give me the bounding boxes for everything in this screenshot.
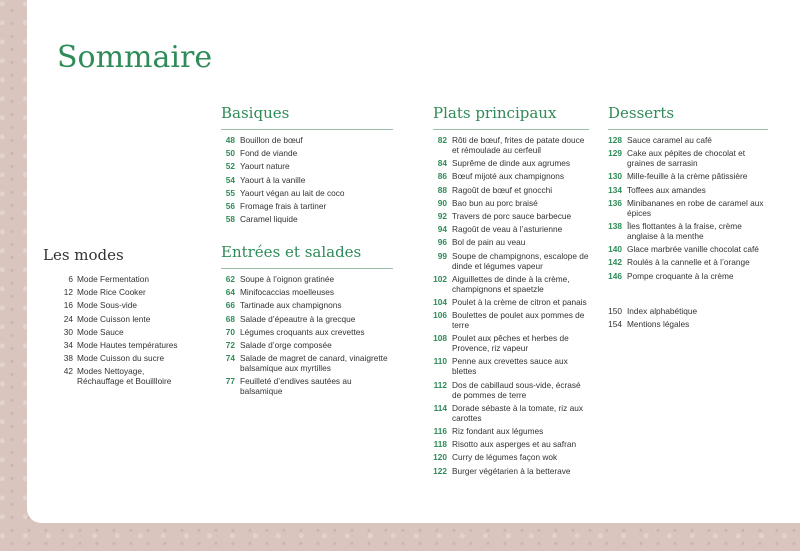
page-number: 68 bbox=[225, 313, 235, 324]
page-number: 50 bbox=[225, 148, 235, 159]
page-number: 38 bbox=[63, 353, 73, 364]
toc-entry bbox=[433, 224, 589, 234]
entry-title: Glace marbrée vanille chocolat café bbox=[627, 244, 759, 255]
entry-title: Index alphabétique bbox=[627, 306, 698, 316]
entry-title: Curry de légumes façon wok bbox=[452, 452, 558, 463]
section-modes bbox=[43, 246, 193, 390]
entry-title: Sauce caramel au café bbox=[627, 135, 712, 145]
entry-title: Salade de magret de canard, vinaigrette balsamique aux myrtilles bbox=[240, 353, 388, 374]
page-number: 94 bbox=[437, 224, 447, 235]
entry-title: Soupe de champignons, escalope de dinde et légumes vapeur bbox=[452, 250, 589, 271]
page-number: 48 bbox=[225, 135, 235, 145]
page-title: Sommaire bbox=[57, 40, 213, 75]
entry-title: Yaourt à la vanille bbox=[240, 174, 306, 185]
toc-entry bbox=[221, 353, 393, 373]
entry-title: Boulettes de poulet aux pommes de terre bbox=[452, 310, 585, 331]
entry-title: Toffees aux amandes bbox=[627, 184, 706, 195]
page-number: 84 bbox=[437, 158, 447, 169]
page-number: 110 bbox=[433, 356, 447, 367]
toc-entry bbox=[433, 158, 589, 168]
entry-title: Aiguillettes de dinde à la crème, champignons et spaetzle bbox=[452, 273, 570, 294]
entry-title: Risotto aux asperges et au safran bbox=[452, 439, 577, 450]
page-number: 6 bbox=[68, 274, 73, 284]
entry-title: Roulés à la cannelle et à l’orange bbox=[627, 257, 750, 268]
page-number: 136 bbox=[608, 197, 622, 208]
page-number: 66 bbox=[225, 300, 235, 311]
entry-title: Mille-feuille à la crème pâtissière bbox=[627, 171, 748, 182]
page-number: 106 bbox=[433, 310, 447, 321]
entry-title: Feuilleté d’endives sautées au balsamique bbox=[240, 376, 352, 397]
page-number: 99 bbox=[437, 250, 447, 261]
toc-entry bbox=[608, 257, 768, 267]
page-number: 74 bbox=[225, 353, 235, 364]
section-heading: Les modes bbox=[43, 246, 124, 264]
section-entrees bbox=[221, 243, 393, 400]
page-number: 82 bbox=[437, 135, 447, 145]
toc-entry bbox=[43, 274, 193, 284]
page-number: 54 bbox=[225, 174, 235, 185]
page-number: 134 bbox=[608, 184, 622, 195]
page-number: 92 bbox=[437, 210, 447, 221]
entry-title: Rôti de bœuf, frites de patate douce et rémoulade au cerfeuil bbox=[452, 135, 585, 155]
page-number: 130 bbox=[608, 171, 622, 182]
toc-entry bbox=[433, 185, 589, 195]
page-number: 70 bbox=[225, 326, 235, 337]
toc-entry bbox=[221, 300, 393, 310]
entry-title: Yaourt végan au lait de coco bbox=[240, 187, 345, 198]
entry-title: Mode Cuisson du sucre bbox=[77, 353, 165, 364]
page-number: 150 bbox=[608, 306, 622, 316]
entry-title: Tartinade aux champignons bbox=[240, 300, 342, 311]
toc-entry bbox=[221, 340, 393, 350]
toc-entry bbox=[608, 319, 768, 329]
toc-entry bbox=[433, 333, 589, 353]
page-number: 140 bbox=[608, 244, 622, 255]
toc-entry bbox=[43, 327, 193, 337]
toc-list bbox=[221, 274, 393, 396]
page-number: 42 bbox=[63, 366, 73, 377]
page-number: 56 bbox=[225, 200, 235, 211]
toc-entry bbox=[433, 439, 589, 449]
page-number: 55 bbox=[225, 187, 235, 198]
entry-title: Bol de pain au veau bbox=[452, 237, 526, 248]
toc-entry bbox=[433, 380, 589, 400]
page-number: 30 bbox=[63, 326, 73, 337]
page-number: 112 bbox=[433, 379, 447, 390]
entry-title: Mode Rice Cooker bbox=[77, 287, 146, 298]
toc-entry bbox=[608, 148, 768, 168]
section-desserts bbox=[608, 104, 768, 284]
entry-title: Îles flottantes à la fraise, crème anglaise à la menthe bbox=[627, 220, 742, 241]
entry-title: Mode Sauce bbox=[77, 326, 124, 337]
toc-entry bbox=[433, 403, 589, 423]
toc-entry bbox=[43, 366, 193, 386]
page-number: 16 bbox=[63, 300, 73, 311]
page-number: 88 bbox=[437, 184, 447, 195]
toc-entry bbox=[433, 251, 589, 271]
entry-title: Fromage frais à tartiner bbox=[240, 200, 327, 211]
page-number: 96 bbox=[437, 237, 447, 248]
entry-title: Mode Hautes températures bbox=[77, 339, 178, 350]
toc-entry bbox=[221, 376, 393, 396]
toc-entry bbox=[221, 175, 393, 185]
toc-entry bbox=[221, 327, 393, 337]
toc-entry bbox=[221, 201, 393, 211]
entry-title: Travers de porc sauce barbecue bbox=[452, 210, 572, 221]
page-number: 104 bbox=[433, 296, 447, 307]
section-plats bbox=[433, 104, 589, 479]
toc-entry bbox=[608, 185, 768, 195]
page-number: 34 bbox=[63, 339, 73, 350]
entry-title: Burger végétarien à la betterave bbox=[452, 465, 571, 476]
toc-list bbox=[433, 135, 589, 476]
page-number: 77 bbox=[225, 376, 235, 387]
page-number: 64 bbox=[225, 287, 235, 298]
entry-title: Minifocaccias moelleuses bbox=[240, 287, 335, 298]
section-extra bbox=[608, 306, 768, 332]
toc-entry bbox=[43, 287, 193, 297]
page-number: 128 bbox=[608, 135, 622, 145]
section-heading: Desserts bbox=[608, 104, 675, 122]
entry-title: Mode Cuisson lente bbox=[77, 313, 151, 324]
divider bbox=[221, 268, 393, 269]
page-number: 52 bbox=[225, 161, 235, 172]
entry-title: Modes Nettoyage, Réchauffage et Bouillloire bbox=[77, 366, 172, 387]
toc-entry bbox=[221, 274, 393, 284]
page-number: 114 bbox=[433, 402, 447, 413]
toc-entry bbox=[221, 314, 393, 324]
entry-title: Soupe à l’oignon gratinée bbox=[240, 274, 335, 284]
entry-title: Pompe croquante à la crème bbox=[627, 270, 734, 281]
entry-title: Bœuf mijoté aux champignons bbox=[452, 171, 565, 182]
section-heading: Entrées et salades bbox=[221, 243, 362, 261]
toc-entry bbox=[433, 452, 589, 462]
page-number: 24 bbox=[63, 313, 73, 324]
toc-entry bbox=[608, 221, 768, 241]
entry-title: Salade d’orge composée bbox=[240, 339, 332, 350]
toc-entry bbox=[221, 214, 393, 224]
entry-title: Poulet à la crème de citron et panais bbox=[452, 296, 587, 307]
page-number: 12 bbox=[63, 287, 73, 298]
toc-entry bbox=[221, 161, 393, 171]
toc-page bbox=[27, 0, 800, 523]
toc-entry bbox=[221, 135, 393, 145]
page-number: 142 bbox=[608, 257, 622, 268]
entry-title: Cake aux pépites de chocolat et graines de sarrasin bbox=[627, 148, 746, 169]
entry-title: Bao bun au porc braisé bbox=[452, 197, 538, 208]
toc-entry bbox=[221, 188, 393, 198]
toc-entry bbox=[608, 244, 768, 254]
toc-entry bbox=[433, 211, 589, 221]
toc-list bbox=[221, 135, 393, 224]
toc-entry bbox=[433, 426, 589, 436]
entry-title: Dos de cabillaud sous-vide, écrasé de pommes de terre bbox=[452, 379, 581, 400]
entry-title: Ragoût de veau à l’asturienne bbox=[452, 224, 563, 235]
page-number: 138 bbox=[608, 220, 622, 231]
toc-entry bbox=[608, 135, 768, 145]
toc-entry bbox=[608, 198, 768, 218]
entry-title: Suprême de dinde aux agrumes bbox=[452, 158, 571, 169]
toc-entry bbox=[433, 171, 589, 181]
entry-title: Mode Fermentation bbox=[77, 274, 149, 284]
toc-entry bbox=[433, 274, 589, 294]
entry-title: Riz fondant aux légumes bbox=[452, 426, 544, 436]
page-number: 108 bbox=[433, 333, 447, 344]
entry-title: Légumes croquants aux crevettes bbox=[240, 326, 365, 337]
entry-title: Ragoût de bœuf et gnocchi bbox=[452, 184, 553, 195]
entry-title: Yaourt nature bbox=[240, 161, 290, 172]
toc-entry bbox=[43, 314, 193, 324]
entry-title: Penne aux crevettes sauce aux blettes bbox=[452, 356, 568, 377]
divider bbox=[608, 129, 768, 130]
page-number: 120 bbox=[433, 452, 447, 463]
toc-entry bbox=[43, 340, 193, 350]
page-number: 154 bbox=[608, 319, 622, 330]
toc-entry bbox=[221, 287, 393, 297]
page-number: 58 bbox=[225, 214, 235, 225]
entry-title: Fond de viande bbox=[240, 148, 298, 159]
toc-list bbox=[608, 306, 768, 329]
entry-title: Mentions légales bbox=[627, 319, 690, 330]
toc-entry bbox=[608, 271, 768, 281]
entry-title: Minibananes en robe de caramel aux épices bbox=[627, 197, 764, 218]
entry-title: Bouillon de bœuf bbox=[240, 135, 303, 145]
section-heading: Basiques bbox=[221, 104, 290, 122]
entry-title: Salade d’épeautre à la grecque bbox=[240, 313, 356, 324]
divider bbox=[221, 129, 393, 130]
toc-entry bbox=[608, 306, 768, 316]
page-number: 118 bbox=[433, 439, 447, 450]
toc-entry bbox=[433, 466, 589, 476]
page-number: 146 bbox=[608, 270, 622, 281]
entry-title: Poulet aux pêches et herbes de Provence, riz vapeur bbox=[452, 333, 569, 354]
page-number: 90 bbox=[437, 197, 447, 208]
entry-title: Mode Sous-vide bbox=[77, 300, 137, 311]
page-number: 102 bbox=[433, 273, 447, 284]
entry-title: Caramel liquide bbox=[240, 214, 298, 225]
toc-entry bbox=[433, 356, 589, 376]
section-heading: Plats principaux bbox=[433, 104, 557, 122]
page-number: 62 bbox=[225, 274, 235, 284]
page-number: 116 bbox=[433, 426, 447, 436]
toc-entry bbox=[433, 198, 589, 208]
toc-entry bbox=[433, 310, 589, 330]
page-number: 122 bbox=[433, 465, 447, 476]
page-number: 129 bbox=[608, 148, 622, 159]
toc-entry bbox=[608, 171, 768, 181]
toc-entry bbox=[433, 237, 589, 247]
page-number: 86 bbox=[437, 171, 447, 182]
entry-title: Dorade sébaste à la tomate, riz aux carottes bbox=[452, 402, 583, 423]
toc-entry bbox=[221, 148, 393, 158]
toc-entry bbox=[43, 353, 193, 363]
toc-entry bbox=[433, 297, 589, 307]
toc-list bbox=[608, 135, 768, 281]
divider bbox=[433, 129, 589, 130]
toc-entry bbox=[433, 135, 589, 155]
toc-entry bbox=[43, 300, 193, 310]
toc-list bbox=[43, 274, 193, 386]
section-basiques bbox=[221, 104, 393, 227]
page-number: 72 bbox=[225, 339, 235, 350]
